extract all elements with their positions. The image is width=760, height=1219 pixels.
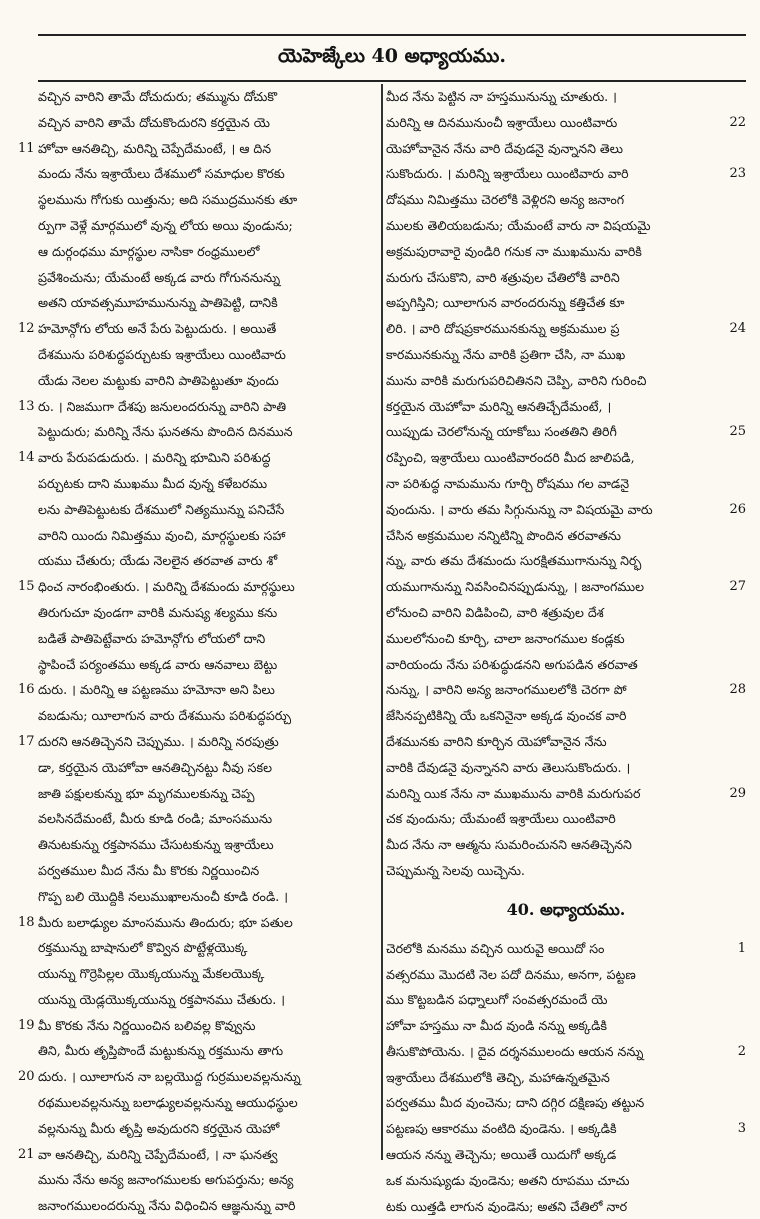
text-line bbox=[18, 652, 378, 678]
line-text: నున్ను, । వారిని అన్య జనాంగములలోకి చెరగా పో bbox=[386, 682, 627, 698]
line-text: యిప్పుడు చెరలోనున్న యాకోబు సంతతిని తిరిగీ bbox=[386, 424, 617, 440]
text-line bbox=[386, 84, 746, 110]
text-line bbox=[18, 703, 378, 729]
line-text: మందు నేను ఇశ్రాయేలు దేశములో సమాధుల కొరకు bbox=[38, 166, 285, 182]
text-line bbox=[386, 290, 746, 316]
line-text: మీరు బలాఢ్యుల మాంసమును తిందురు; భూ పతుల bbox=[38, 914, 293, 930]
right-column-bottom-text bbox=[386, 936, 746, 1219]
text-line bbox=[18, 471, 378, 497]
text-line bbox=[18, 832, 378, 858]
verse-number: 3 bbox=[737, 1121, 746, 1137]
line-text: స్థలమును గోగుకు యిత్తును; అది సముద్రమునకు తూ bbox=[38, 192, 298, 208]
text-line bbox=[386, 1194, 746, 1219]
text-line bbox=[18, 1038, 378, 1064]
page-header bbox=[38, 34, 746, 82]
text-line bbox=[18, 290, 378, 316]
line-text: టకు యిత్తడి లాగున వుండెను; అతని చేతిలో నార bbox=[386, 1198, 628, 1214]
text-line bbox=[386, 419, 746, 445]
line-text: మీద నేను నా ఆత్మను సుమరించునని ఆనతిచ్చెనని bbox=[386, 837, 632, 853]
line-text: బడితే పాతిపెట్టేవారు హమోన్గోగు లోయలో దాని bbox=[38, 630, 266, 646]
verse-number: 14 bbox=[18, 450, 35, 466]
text-line bbox=[18, 1013, 378, 1039]
line-text: యము చేతురు; యేడు నెలలైన తరవాత వారు శో bbox=[38, 553, 278, 569]
verse-number: 27 bbox=[729, 579, 746, 595]
line-text: వా ఆనతిచ్చి, మరిన్ని చెప్పేదేమంటే, । నా ఘనత్వ bbox=[38, 1146, 278, 1162]
text-line bbox=[18, 110, 378, 136]
line-text: చక వుందును; యేమంటే ఇశ్రాయేలు యింటివారి bbox=[386, 811, 616, 827]
line-text: హమోన్గోగు లోయ అనే పేరు పెట్టుదురు. । అయితే bbox=[38, 321, 277, 337]
text-line bbox=[18, 858, 378, 884]
verse-number: 23 bbox=[729, 166, 746, 182]
text-line bbox=[18, 1064, 378, 1090]
text-line bbox=[386, 987, 746, 1013]
line-text: వచ్చిన వారిని తామే దోచుకొందురని కర్తయైన యె bbox=[38, 114, 270, 130]
text-line bbox=[18, 884, 378, 910]
line-text: ఆయన నన్ను తెచ్చెను; అయితే యిదుగో అక్కడ bbox=[386, 1147, 617, 1163]
line-text: తిరుగుచూ వుండగా వారికి మనుష్య శల్యము కను bbox=[38, 604, 278, 620]
line-text: చేసిన అక్రమముల నన్నిటిన్ని పొందిన తరవాతను bbox=[386, 527, 621, 543]
line-text: యేడు నెలల మట్టుకు వారిని పాతిపెట్టుతూ వుందు bbox=[38, 372, 279, 388]
line-text: మును నేను అన్య జనాంగములకు అగుపర్తును; అన్య bbox=[38, 1172, 294, 1188]
verse-number: 13 bbox=[18, 398, 35, 414]
text-line bbox=[386, 574, 746, 600]
line-text: వబడును; యీలాగున వారు దేశమును పరిశుద్ధపర్చు bbox=[38, 708, 292, 724]
text-line bbox=[386, 626, 746, 652]
line-text: లను పాతిపెట్టుటకు దేశములో నిత్యమున్ను పనిచేసే bbox=[38, 501, 285, 517]
verse-number: 28 bbox=[729, 682, 746, 698]
line-text: ఇశ్రాయేలు దేశములోకి తెచ్చి, మహాఉన్నతమైన bbox=[386, 1069, 610, 1085]
text-line bbox=[386, 600, 746, 626]
text-line bbox=[386, 239, 746, 265]
line-text: పట్టణపు ఆకారము వంటిది వుండెను. । అక్కడికి bbox=[386, 1121, 617, 1137]
line-text: జాతి పక్షులకున్ను భూ మృగములకున్ను చెప్ప bbox=[38, 785, 255, 801]
text-line bbox=[386, 394, 746, 420]
line-text: స్థాపించే పర్యంతము అక్కడ వారు ఆనవాలు బెట్టు bbox=[38, 656, 278, 672]
line-text: కర్తయైన యెహోవా మరిన్ని ఆనతిచ్చేదేమంటే, । bbox=[386, 398, 612, 414]
text-line bbox=[18, 600, 378, 626]
line-text: చెప్పుమన్న సెలవు యిచ్చెను. bbox=[386, 862, 525, 878]
line-text: జనాంగములందరున్ను నేను విధించిన ఆజ్ఞనున్ను వారి bbox=[38, 1198, 296, 1214]
line-text: యున్ను గొర్రెపిల్లల యొక్కయున్ను మేకలయొక్క bbox=[38, 966, 265, 982]
text-line bbox=[386, 936, 746, 962]
verse-number: 12 bbox=[18, 321, 35, 337]
verse-number: 15 bbox=[18, 579, 35, 595]
line-text: వారికి దేవుడనై వున్నానని వారు తెలుసుకొందురు. । bbox=[386, 759, 631, 775]
text-line bbox=[386, 1116, 746, 1142]
page-title: యెహెజ్కేలు 40 అధ్యాయము. bbox=[278, 44, 506, 67]
line-text: మరిన్ని ఆ దినమునుంచీ ఇశ్రాయేలు యింటివారు bbox=[386, 114, 618, 130]
line-text: వారియందు నేను పరిశుద్ధుడనని అగుపడిన తరవాత bbox=[386, 656, 638, 672]
text-line bbox=[18, 910, 378, 936]
text-line bbox=[386, 1090, 746, 1116]
text-line bbox=[18, 187, 378, 213]
line-text: ఆ దుర్గంధము మార్గస్థుల నాసికా రంధ్రములలో bbox=[38, 243, 260, 259]
chapter-heading: 40. అధ్యాయము. bbox=[506, 899, 626, 919]
text-line bbox=[18, 1090, 378, 1116]
text-line bbox=[386, 265, 746, 291]
text-line bbox=[386, 213, 746, 239]
line-text: యున్ను యెడ్లయొక్కయున్ను రక్తపానము చేతురు. । bbox=[38, 991, 286, 1007]
text-line bbox=[18, 574, 378, 600]
line-text: న్ను, వారు తమ దేశమందు సురక్షితముగానున్ను నిర్భ bbox=[386, 553, 642, 569]
line-text: ము కొట్టబడిన పధ్నాలుగో సంవత్సరమందే యె bbox=[386, 992, 608, 1008]
line-text: మును వారికి మరుగుపరిచితినని చెప్పి, వారిని గురించి bbox=[386, 372, 647, 388]
verse-number: 11 bbox=[18, 140, 35, 156]
text-line bbox=[386, 471, 746, 497]
line-text: మీద నేను పెట్టిన నా హస్తమునున్ను చూతురు. । bbox=[386, 89, 617, 104]
text-line bbox=[18, 1193, 378, 1219]
column-divider bbox=[381, 84, 383, 1160]
text-line bbox=[386, 1065, 746, 1091]
text-line bbox=[386, 1168, 746, 1194]
line-text: వుందును. । వారు తమ సిగ్గునున్ను నా విషయమై వారు bbox=[386, 501, 653, 517]
text-line bbox=[18, 729, 378, 755]
text-line bbox=[18, 265, 378, 291]
line-text: వల్లనున్ను మీరు తృప్తి అవుదురని కర్తయైన యెహో bbox=[38, 1120, 280, 1136]
line-text: ఒక మనుష్యుడు వుండెను; అతని రూపము చూచు bbox=[386, 1172, 630, 1188]
line-text: వచ్చిన వారిని తామే దోచుదురు; తమ్మును దోచుకొ bbox=[38, 89, 278, 104]
verse-number: 2 bbox=[737, 1043, 746, 1059]
text-line bbox=[386, 806, 746, 832]
verse-number: 25 bbox=[729, 424, 746, 440]
text-line bbox=[18, 961, 378, 987]
line-text: దేశమునకు వారిని కూర్చిన యెహోవానైన నేను bbox=[386, 733, 607, 749]
text-line bbox=[386, 548, 746, 574]
text-line bbox=[386, 858, 746, 884]
line-text: పర్వతముల మీద నేను మీ కొరకు నిర్ణయించిన bbox=[38, 862, 260, 878]
text-line bbox=[18, 1116, 378, 1142]
text-columns bbox=[18, 84, 746, 1214]
line-text: యెహోవానైన నేను వారి దేవుడనై వున్నానని తెలు bbox=[386, 140, 624, 156]
text-line bbox=[386, 368, 746, 394]
text-line bbox=[18, 136, 378, 162]
line-text: యముగానున్ను నివసించినప్పుడున్ను, । జనాంగముల bbox=[386, 579, 645, 595]
line-text: తినుటకున్ను రక్తపానము చేసుటకున్ను ఇశ్రాయేలు bbox=[38, 837, 274, 853]
text-line bbox=[386, 703, 746, 729]
verse-number: 21 bbox=[18, 1146, 35, 1162]
text-line bbox=[18, 213, 378, 239]
line-text: ధించ నారంభింతురు. । మరిన్ని దేశమందు మార్గస్థులు bbox=[38, 579, 295, 595]
line-text: ములకు తెలియబడును; యేమంటే వారు నా విషయమై bbox=[386, 217, 651, 233]
text-line bbox=[18, 935, 378, 961]
verse-number: 22 bbox=[729, 114, 746, 130]
left-column bbox=[18, 84, 378, 1214]
line-text: చెరలోకి మనము వచ్చిన యిరువై అయిదో సం bbox=[386, 940, 605, 956]
line-text: దురని ఆనతిచ్చెనని చెప్పుము. । మరిన్ని నరపుత్రు bbox=[38, 733, 279, 749]
text-line bbox=[386, 1039, 746, 1065]
line-text: అప్పగిస్తిని; యీలాగున వారందరున్ను కత్తిచేత కూ bbox=[386, 295, 625, 311]
text-line bbox=[386, 1142, 746, 1168]
right-column bbox=[386, 84, 746, 1214]
verse-number: 18 bbox=[18, 914, 35, 930]
line-text: మరుగు చేసుకొని, వారి శత్రువుల చేతిలోకి వారిని bbox=[386, 269, 620, 285]
verse-number: 17 bbox=[18, 733, 35, 749]
line-text: రప్పించి, ఇశ్రాయేలు యింటివారందరి మీద జాలిపడి, bbox=[386, 450, 635, 466]
line-text: నా పరిశుద్ధ నామమును గూర్చి రోషము గల వాడనై bbox=[386, 475, 630, 491]
text-line bbox=[386, 523, 746, 549]
line-text: వత్సరము మొదటి నెల పదో దినము, అనగా, పట్టణ bbox=[386, 966, 636, 982]
verse-number: 26 bbox=[729, 501, 746, 517]
text-line bbox=[386, 445, 746, 471]
text-line bbox=[18, 316, 378, 342]
line-text: లిరి. । వారి దోషప్రకారమునకున్ను అక్రమముల ప్ర bbox=[386, 321, 620, 337]
line-text: అతని యావత్సమూహమునున్ను పాతిపెట్టి, దానికి bbox=[38, 295, 278, 311]
text-line bbox=[18, 84, 378, 110]
text-line bbox=[18, 626, 378, 652]
text-line bbox=[386, 161, 746, 187]
line-text: గొప్ప బలి యొద్దికి నలుముఖాలనుంచీ కూడి రండి. । bbox=[38, 888, 289, 904]
text-line bbox=[18, 368, 378, 394]
text-line bbox=[386, 342, 746, 368]
line-text: దోషము నిమిత్తము చెరలోకి వెళ్లిరని అన్య జనాంగ bbox=[386, 192, 625, 208]
line-text: పర్వతము మీద వుంచెను; దాని దగ్గిర దక్షిణపు తట్టున bbox=[386, 1095, 645, 1111]
line-text: ములలోనుంచి కూర్చి, చాలా జనాంగముల కండ్లకు bbox=[386, 630, 625, 646]
text-line bbox=[18, 419, 378, 445]
line-text: తిని, మీరు తృప్తిపొందే మట్టుకున్ను రక్తమును తాగు bbox=[38, 1043, 284, 1059]
line-text: తీసుకొపోయెను. । దైవ దర్శనములందు ఆయన నన్ను bbox=[386, 1043, 644, 1059]
line-text: లోనుంచి వారిని విడిపించి, వారి శత్రువుల దేశ bbox=[386, 604, 604, 620]
verse-number: 20 bbox=[18, 1069, 35, 1085]
line-text: దురు. । యీలాగున నా బల్లయొద్ద గుర్రములవల్లనున్ను bbox=[38, 1069, 301, 1085]
text-line bbox=[18, 806, 378, 832]
text-line bbox=[18, 445, 378, 471]
line-text: రథములవల్లనున్ను బలాఢ్యులవల్లనున్ను ఆయుధస్థుల bbox=[38, 1095, 298, 1111]
line-text: మీ కొరకు నేను నిర్ణయించిన బలివల్ల కొవ్వును bbox=[38, 1017, 256, 1033]
line-text: అక్రమపురావారై వుండిరి గనుక నా ముఖమును వారికి bbox=[386, 243, 642, 259]
text-line bbox=[386, 497, 746, 523]
verse-number: 19 bbox=[18, 1017, 35, 1033]
text-line bbox=[18, 781, 378, 807]
text-line bbox=[386, 316, 746, 342]
text-line bbox=[18, 677, 378, 703]
line-text: వారు పేరుపడుదురు. । మరిన్ని భూమిని పరిశుద్ధ bbox=[38, 450, 271, 466]
verse-number: 24 bbox=[729, 321, 746, 337]
verse-number: 1 bbox=[737, 940, 746, 956]
line-text: దురు. । మరిన్ని ఆ పట్టణము హమోనా అని పిలు bbox=[38, 682, 275, 698]
line-text: వలసినదేమంటే, మీరు కూడి రండి; మాంసమును bbox=[38, 811, 273, 827]
text-line bbox=[18, 1142, 378, 1168]
line-text: కారమునకున్ను నేను వారికి ప్రతిగా చేసి, నా ముఖ bbox=[386, 346, 626, 362]
text-line bbox=[386, 652, 746, 678]
line-text: వారిని యిందు నిమిత్తము వుంచి, మార్గస్థులకు సహా bbox=[38, 527, 286, 543]
text-line bbox=[386, 110, 746, 136]
line-text: రక్తమున్ను బాషానులో కొవ్విన పొట్టేళ్లయొక్క bbox=[38, 940, 248, 956]
text-line bbox=[18, 755, 378, 781]
right-column-top-text bbox=[386, 84, 746, 884]
text-line bbox=[386, 832, 746, 858]
text-line bbox=[18, 497, 378, 523]
text-line bbox=[18, 239, 378, 265]
line-text: హోవా ఆనతిచ్చి, మరిన్ని చెప్పేదేమంటే, । ఆ దిన bbox=[38, 140, 272, 156]
text-line bbox=[386, 729, 746, 755]
text-line bbox=[386, 962, 746, 988]
text-line bbox=[18, 342, 378, 368]
line-text: రు. । నిజముగా దేశపు జనులందరున్ను వారిని పాతి bbox=[38, 398, 287, 414]
line-text: ప్రవేశించును; యేమంటే అక్కడ వారు గోగుననున్ను bbox=[38, 269, 281, 285]
text-line bbox=[386, 677, 746, 703]
text-line bbox=[18, 161, 378, 187]
text-line bbox=[18, 987, 378, 1013]
line-text: ర్పుగా వెళ్లే మార్గములో వున్న లోయ అయి వుండును; bbox=[38, 217, 293, 233]
text-line bbox=[18, 548, 378, 574]
text-line bbox=[18, 523, 378, 549]
text-line bbox=[386, 136, 746, 162]
line-text: డా, కర్తయైన యెహోవా ఆనతిచ్చినట్టు నీవు సకల bbox=[38, 759, 273, 775]
line-text: సుకొందురు. । మరిన్ని ఇశ్రాయేలు యింటివారు వారి bbox=[386, 166, 629, 182]
text-line bbox=[386, 755, 746, 781]
text-line bbox=[18, 394, 378, 420]
line-text: హోవా హస్తము నా మీద వుండి నన్ను అక్కడికి bbox=[386, 1018, 607, 1034]
line-text: జేసినప్పటికిన్ని యే ఒకనినైనా అక్కడ వుంచక వారి bbox=[386, 708, 627, 724]
verse-number: 29 bbox=[729, 785, 746, 801]
text-line bbox=[386, 781, 746, 807]
line-text: పెట్టుదురు; మరిన్ని నేను ఘనతను పొందిన దినమున bbox=[38, 424, 293, 440]
text-line bbox=[386, 1013, 746, 1039]
line-text: పర్చుటకు దాని ముఖము మీద వున్న కళేబరము bbox=[38, 475, 268, 491]
line-text: దేశమును పరిశుద్ధపర్చుటకు ఇశ్రాయేలు యింటివారు bbox=[38, 346, 286, 362]
line-text: మరిన్ని యిక నేను నా ముఖమును వారికి మరుగుపర bbox=[386, 785, 641, 801]
verse-number: 16 bbox=[18, 682, 35, 698]
text-line bbox=[386, 187, 746, 213]
text-line bbox=[18, 1167, 378, 1193]
